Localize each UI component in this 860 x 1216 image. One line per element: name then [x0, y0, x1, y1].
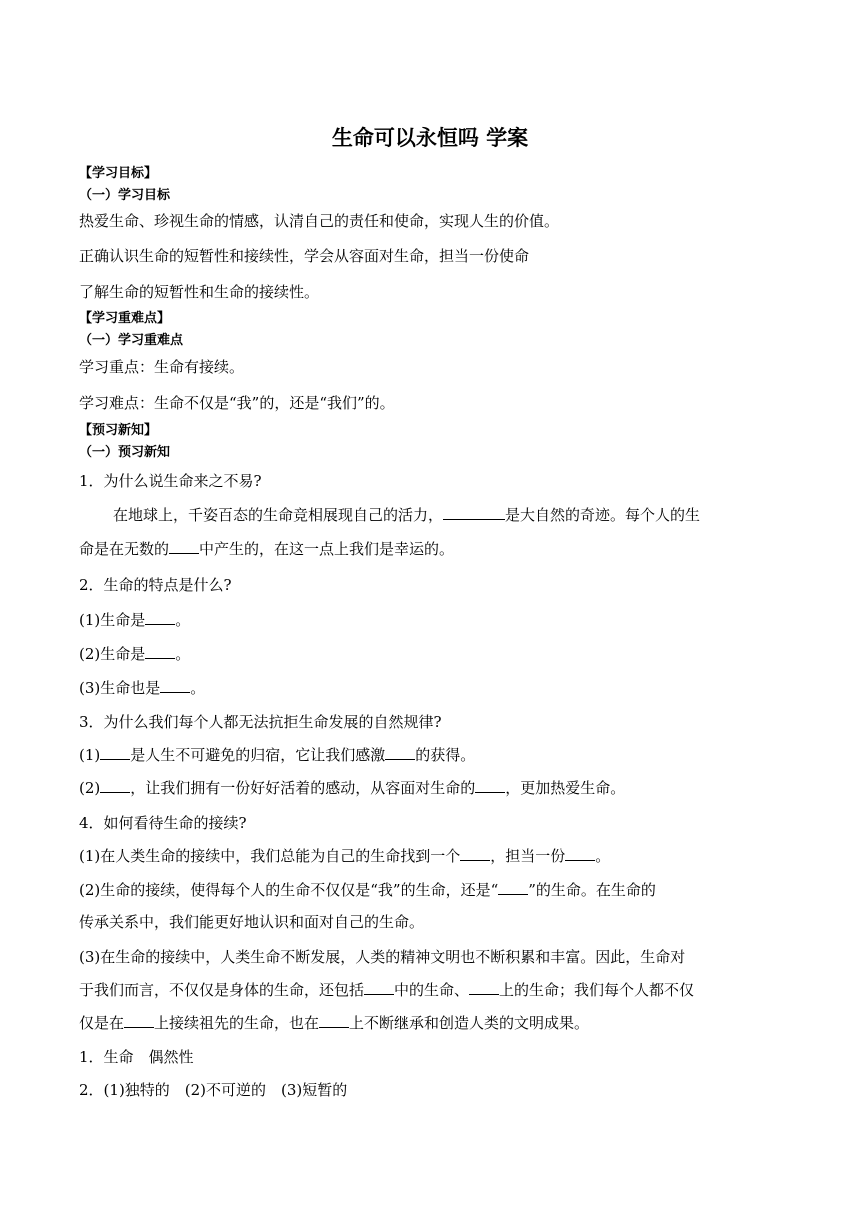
- fill-blank[interactable]: [169, 539, 199, 554]
- text-segment: 上不断继承和创造人类的文明成果。: [349, 1014, 590, 1032]
- question-4-item-1: [79, 846, 610, 866]
- answer-2: 2．(1)独特的 (2)不可逆的 (3)短暂的: [79, 1081, 348, 1099]
- fill-blank[interactable]: [319, 1013, 349, 1028]
- objective-3: 了解生命的短暂性和生命的接续性。: [79, 283, 320, 301]
- question-4-item-3-line-1: (3)在生命的接续中，人类生命不断发展，人类的精神文明也不断积累和丰富。因此，生命对: [79, 948, 686, 966]
- text-segment: ，更加热爱生命。: [505, 779, 626, 797]
- fill-blank[interactable]: [160, 678, 190, 693]
- text-segment: 是大自然的奇迹。每个人的生: [505, 506, 701, 524]
- question-4-item-3-line-3: [79, 1013, 589, 1033]
- question-2: 2．生命的特点是什么?: [79, 576, 232, 594]
- text-segment: (1)生命是: [79, 611, 146, 629]
- key-point: 学习重点：生命有接续。: [79, 358, 245, 376]
- text-segment: 于我们而言，不仅仅是身体的生命，还包括: [79, 981, 365, 999]
- question-4-item-3-line-2: [79, 980, 694, 1000]
- section-heading-preview: 【预习新知】: [79, 423, 158, 438]
- subsection-heading-key-points: （一）学习重难点: [79, 333, 184, 348]
- fill-blank[interactable]: [100, 745, 130, 760]
- objective-1: 热爱生命、珍视生命的情感，认清自己的责任和使命，实现人生的价值。: [79, 212, 560, 230]
- page-title: 生命可以永恒吗 学案: [331, 126, 529, 150]
- objective-2: 正确认识生命的短暂性和接续性，学会从容面对生命，担当一份使命: [79, 247, 530, 265]
- question-4-item-2-line-2: 传承关系中，我们能更好地认识和面对自己的生命。: [79, 913, 425, 931]
- text-segment: 命是在无数的: [79, 540, 170, 558]
- text-segment: (2)生命是: [79, 645, 146, 663]
- text-segment: 仅是在: [79, 1014, 125, 1032]
- text-segment: 是人生不可避免的归宿，它让我们感激: [130, 746, 386, 764]
- question-1: 1．为什么说生命来之不易?: [79, 472, 262, 490]
- text-segment: 。: [175, 611, 191, 629]
- fill-blank[interactable]: [385, 745, 415, 760]
- question-3-item-2: [79, 778, 625, 798]
- fill-blank[interactable]: [124, 1013, 154, 1028]
- text-segment: 上的生命；我们每个人都不仅: [499, 981, 695, 999]
- fill-blank[interactable]: [145, 610, 175, 625]
- subsection-heading-preview: （一）预习新知: [79, 445, 171, 460]
- section-heading-objectives: 【学习目标】: [79, 166, 158, 181]
- text-segment: (2): [79, 779, 101, 797]
- fill-blank[interactable]: [460, 846, 490, 861]
- difficult-point: 学习难点：生命不仅是“我”的，还是“我们”的。: [79, 394, 395, 412]
- question-4-item-2-line-1: [79, 880, 656, 900]
- question-1-text-line-1: [113, 505, 700, 525]
- text-segment: (1)在人类生命的接续中，我们总能为自己的生命找到一个: [79, 847, 461, 865]
- fill-blank[interactable]: [469, 980, 499, 995]
- text-segment: 中的生命、: [394, 981, 470, 999]
- question-4: 4．如何看待生命的接续?: [79, 814, 247, 832]
- fill-blank[interactable]: [145, 644, 175, 659]
- fill-blank[interactable]: [498, 880, 528, 895]
- answer-1: 1．生命 偶然性: [79, 1048, 194, 1066]
- text-segment: ，让我们拥有一份好好活着的感动，从容面对生命的: [130, 779, 476, 797]
- text-segment: 上接续祖先的生命，也在: [154, 1014, 320, 1032]
- text-segment: (3)生命也是: [79, 679, 161, 697]
- fill-blank[interactable]: [475, 778, 505, 793]
- subsection-heading-objectives: （一）学习目标: [79, 188, 171, 203]
- text-segment: (1): [79, 746, 101, 764]
- text-segment: ，担当一份: [490, 847, 566, 865]
- fill-blank[interactable]: [565, 846, 595, 861]
- text-segment: 。: [190, 679, 206, 697]
- question-2-item-1: [79, 610, 190, 630]
- fill-blank[interactable]: [100, 778, 130, 793]
- section-heading-key-points: 【学习重难点】: [79, 311, 171, 326]
- text-segment: 中产生的，在这一点上我们是幸运的。: [199, 540, 455, 558]
- text-segment: ”的生命。在生命的: [528, 881, 656, 899]
- text-segment: 在地球上，千姿百态的生命竞相展现自己的活力，: [113, 506, 444, 524]
- question-3-item-1: [79, 745, 475, 765]
- question-2-item-3: [79, 678, 205, 698]
- text-segment: (2)生命的接续，使得每个人的生命不仅仅是“我”的生命，还是“: [79, 881, 499, 899]
- text-segment: 。: [595, 847, 611, 865]
- question-2-item-2: [79, 644, 190, 664]
- question-1-text-line-2: [79, 539, 454, 559]
- fill-blank[interactable]: [364, 980, 394, 995]
- question-3: 3．为什么我们每个人都无法抗拒生命发展的自然规律?: [79, 713, 442, 731]
- text-segment: 的获得。: [415, 746, 476, 764]
- text-segment: 。: [175, 645, 191, 663]
- fill-blank[interactable]: [443, 505, 505, 520]
